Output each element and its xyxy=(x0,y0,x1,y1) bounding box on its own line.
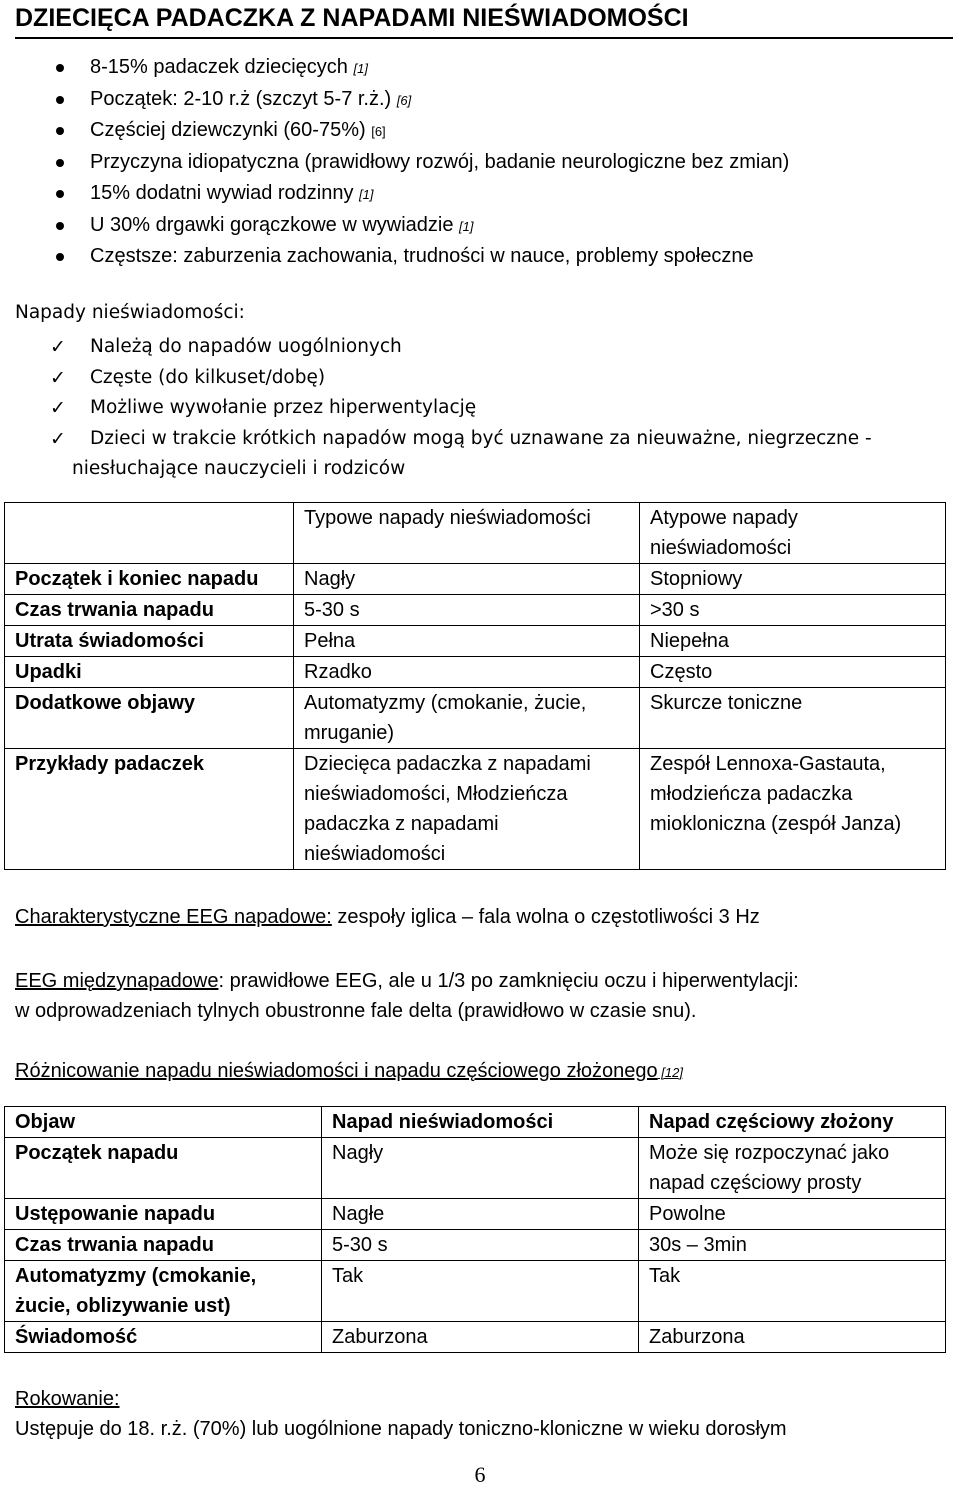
table-cell: Dziecięca padaczka z napadami nieświadomości, Młodzieńcza padaczka z napadami nieświadomości xyxy=(294,749,640,870)
eeg-interictal-line1: : prawidłowe EEG, ale u 1/3 po zamknięciu oczu i hiperwentylacji: xyxy=(218,970,799,992)
bullet-dot-icon xyxy=(56,96,64,104)
table-cell: Zaburzona xyxy=(639,1322,946,1353)
table-row xyxy=(5,1230,946,1261)
page-title: DZIECIĘCA PADACZKA Z NAPADAMI NIEŚWIADOMOŚCI xyxy=(15,4,689,32)
table-cell: Zespół Lennoxa-Gastauta, młodzieńcza padaczka miokloniczna (zespół Janza) xyxy=(640,749,946,870)
bullet-text: U 30% drgawki gorączkowe w wywiadzie xyxy=(90,213,460,236)
table-header-row xyxy=(5,503,946,564)
table-row xyxy=(5,749,946,870)
bullet-dot-icon xyxy=(56,159,64,167)
prognosis-label: Rokowanie: xyxy=(15,1388,120,1410)
table-cell: Nagłe xyxy=(322,1199,639,1230)
row-label: Świadomość xyxy=(5,1322,322,1353)
table-cell: Może się rozpoczynać jako napad częściowy prosty xyxy=(639,1138,946,1199)
differential-label: Różnicowanie napadu nieświadomości i napadu częściowego złożonego xyxy=(15,1060,658,1082)
eeg-text: zespoły iglica – fala wolna o częstotliwości 3 Hz xyxy=(331,906,760,928)
bullet-dot-icon xyxy=(56,222,64,230)
eeg-interictal-label: EEG międzynapadowe xyxy=(15,970,219,992)
row-label: Ustępowanie napadu xyxy=(5,1199,322,1230)
table-header-cell xyxy=(5,503,294,564)
checkmark-icon: ✓ xyxy=(50,366,66,389)
checkmark-icon: ✓ xyxy=(50,336,66,358)
table-row xyxy=(5,1261,946,1322)
citation-ref: [12] xyxy=(657,1065,683,1080)
page-number: 6 xyxy=(474,1462,486,1487)
bullet-text: 15% dodatni wywiad rodzinny xyxy=(90,182,360,204)
table-cell: Stopniowy xyxy=(640,564,946,595)
row-label: Dodatkowe objawy xyxy=(5,688,294,749)
table-cell: Tak xyxy=(639,1261,946,1322)
absence-types-table xyxy=(4,502,946,870)
row-label: Przykłady padaczek xyxy=(5,749,294,870)
check-text-continued: niesłuchające nauczycieli i rodziców xyxy=(72,458,406,479)
table-row xyxy=(5,688,946,749)
check-text: Częste (do kilkuset/dobę) xyxy=(90,366,326,388)
row-label: Początek napadu xyxy=(5,1138,322,1199)
citation-ref: [1] xyxy=(459,218,474,234)
table-header-row xyxy=(5,1107,946,1138)
citation-ref: [1] xyxy=(353,61,368,76)
table-row xyxy=(5,595,946,626)
table-cell: Automatyzmy (cmokanie, żucie, mruganie) xyxy=(294,688,640,749)
table-row xyxy=(5,1322,946,1353)
bullet-text: Początek: 2-10 r.ż (szczyt 5-7 r.ż.) xyxy=(90,87,397,110)
bullet-dot-icon xyxy=(56,253,64,261)
table-header-cell: Napad częściowy złożony xyxy=(639,1107,946,1138)
bullet-text: Częściej dziewczynki (60-75%) xyxy=(90,119,372,141)
citation-ref: [6] xyxy=(371,124,386,139)
table-cell: 30s – 3min xyxy=(639,1230,946,1261)
table-cell: Skurcze toniczne xyxy=(640,688,946,749)
title-underline xyxy=(15,37,953,39)
eeg-label: Charakterystyczne EEG napadowe: xyxy=(15,906,332,928)
citation-ref: [1] xyxy=(359,187,374,202)
table-header-cell: Napad nieświadomości xyxy=(322,1107,639,1138)
checkmark-icon: ✓ xyxy=(50,427,66,450)
table-cell: Często xyxy=(640,657,946,688)
bullet-dot-icon xyxy=(56,190,64,198)
table-row xyxy=(5,564,946,595)
differential-heading xyxy=(15,1056,683,1088)
check-text: Możliwe wywołanie przez hiperwentylację xyxy=(90,397,477,418)
table-row xyxy=(5,657,946,688)
differential-table xyxy=(4,1106,946,1353)
prognosis-text: Ustępuje do 18. r.ż. (70%) lub uogólnione napady toniczno-kloniczne w wieku dorosłym xyxy=(15,1418,787,1440)
table-cell: Tak xyxy=(322,1261,639,1322)
table-cell: Pełna xyxy=(294,626,640,657)
table-header-cell: Atypowe napady nieświadomości xyxy=(640,503,946,564)
eeg-interictal-line2: w odprowadzeniach tylnych obustronne fale delta (prawidłowo w czasie snu). xyxy=(15,1000,697,1022)
table-cell: 5-30 s xyxy=(322,1230,639,1261)
table-cell: >30 s xyxy=(640,595,946,626)
bullet-text: 8-15% padaczek dziecięcych xyxy=(90,56,354,78)
row-label: Początek i koniec napadu xyxy=(5,564,294,595)
bullet-text: Przyczyna idiopatyczna (prawidłowy rozwój, badanie neurologiczne bez zmian) xyxy=(90,150,790,173)
check-text: Dzieci w trakcie krótkich napadów mogą być uznawane za nieuważne, niegrzeczne - xyxy=(90,427,872,449)
citation-ref: [6] xyxy=(396,92,412,108)
table-cell: Nagły xyxy=(294,564,640,595)
table-cell: Powolne xyxy=(639,1199,946,1230)
table-cell: Rzadko xyxy=(294,657,640,688)
bullet-dot-icon xyxy=(56,127,64,135)
table-cell: Nagły xyxy=(322,1138,639,1199)
table-header-cell: Typowe napady nieświadomości xyxy=(294,503,640,564)
table-header-cell: Objaw xyxy=(5,1107,322,1138)
check-text: Należą do napadów uogólnionych xyxy=(90,336,402,357)
bullet-text: Częstsze: zaburzenia zachowania, trudności w nauce, problemy społeczne xyxy=(90,245,754,267)
absence-heading: Napady nieświadomości: xyxy=(15,302,245,323)
row-label: Upadki xyxy=(5,657,294,688)
row-label: Czas trwania napadu xyxy=(5,595,294,626)
table-row xyxy=(5,626,946,657)
table-cell: Niepełna xyxy=(640,626,946,657)
row-label: Utrata świadomości xyxy=(5,626,294,657)
eeg-interictal-paragraph xyxy=(15,966,799,996)
row-label: Automatyzmy (cmokanie, żucie, oblizywanie ust) xyxy=(5,1261,322,1322)
table-row xyxy=(5,1199,946,1230)
table-cell: 5-30 s xyxy=(294,595,640,626)
checkmark-icon: ✓ xyxy=(50,397,66,419)
table-row xyxy=(5,1138,946,1199)
bullet-dot-icon xyxy=(56,64,64,72)
eeg-paragraph xyxy=(15,902,760,932)
row-label: Czas trwania napadu xyxy=(5,1230,322,1261)
table-cell: Zaburzona xyxy=(322,1322,639,1353)
